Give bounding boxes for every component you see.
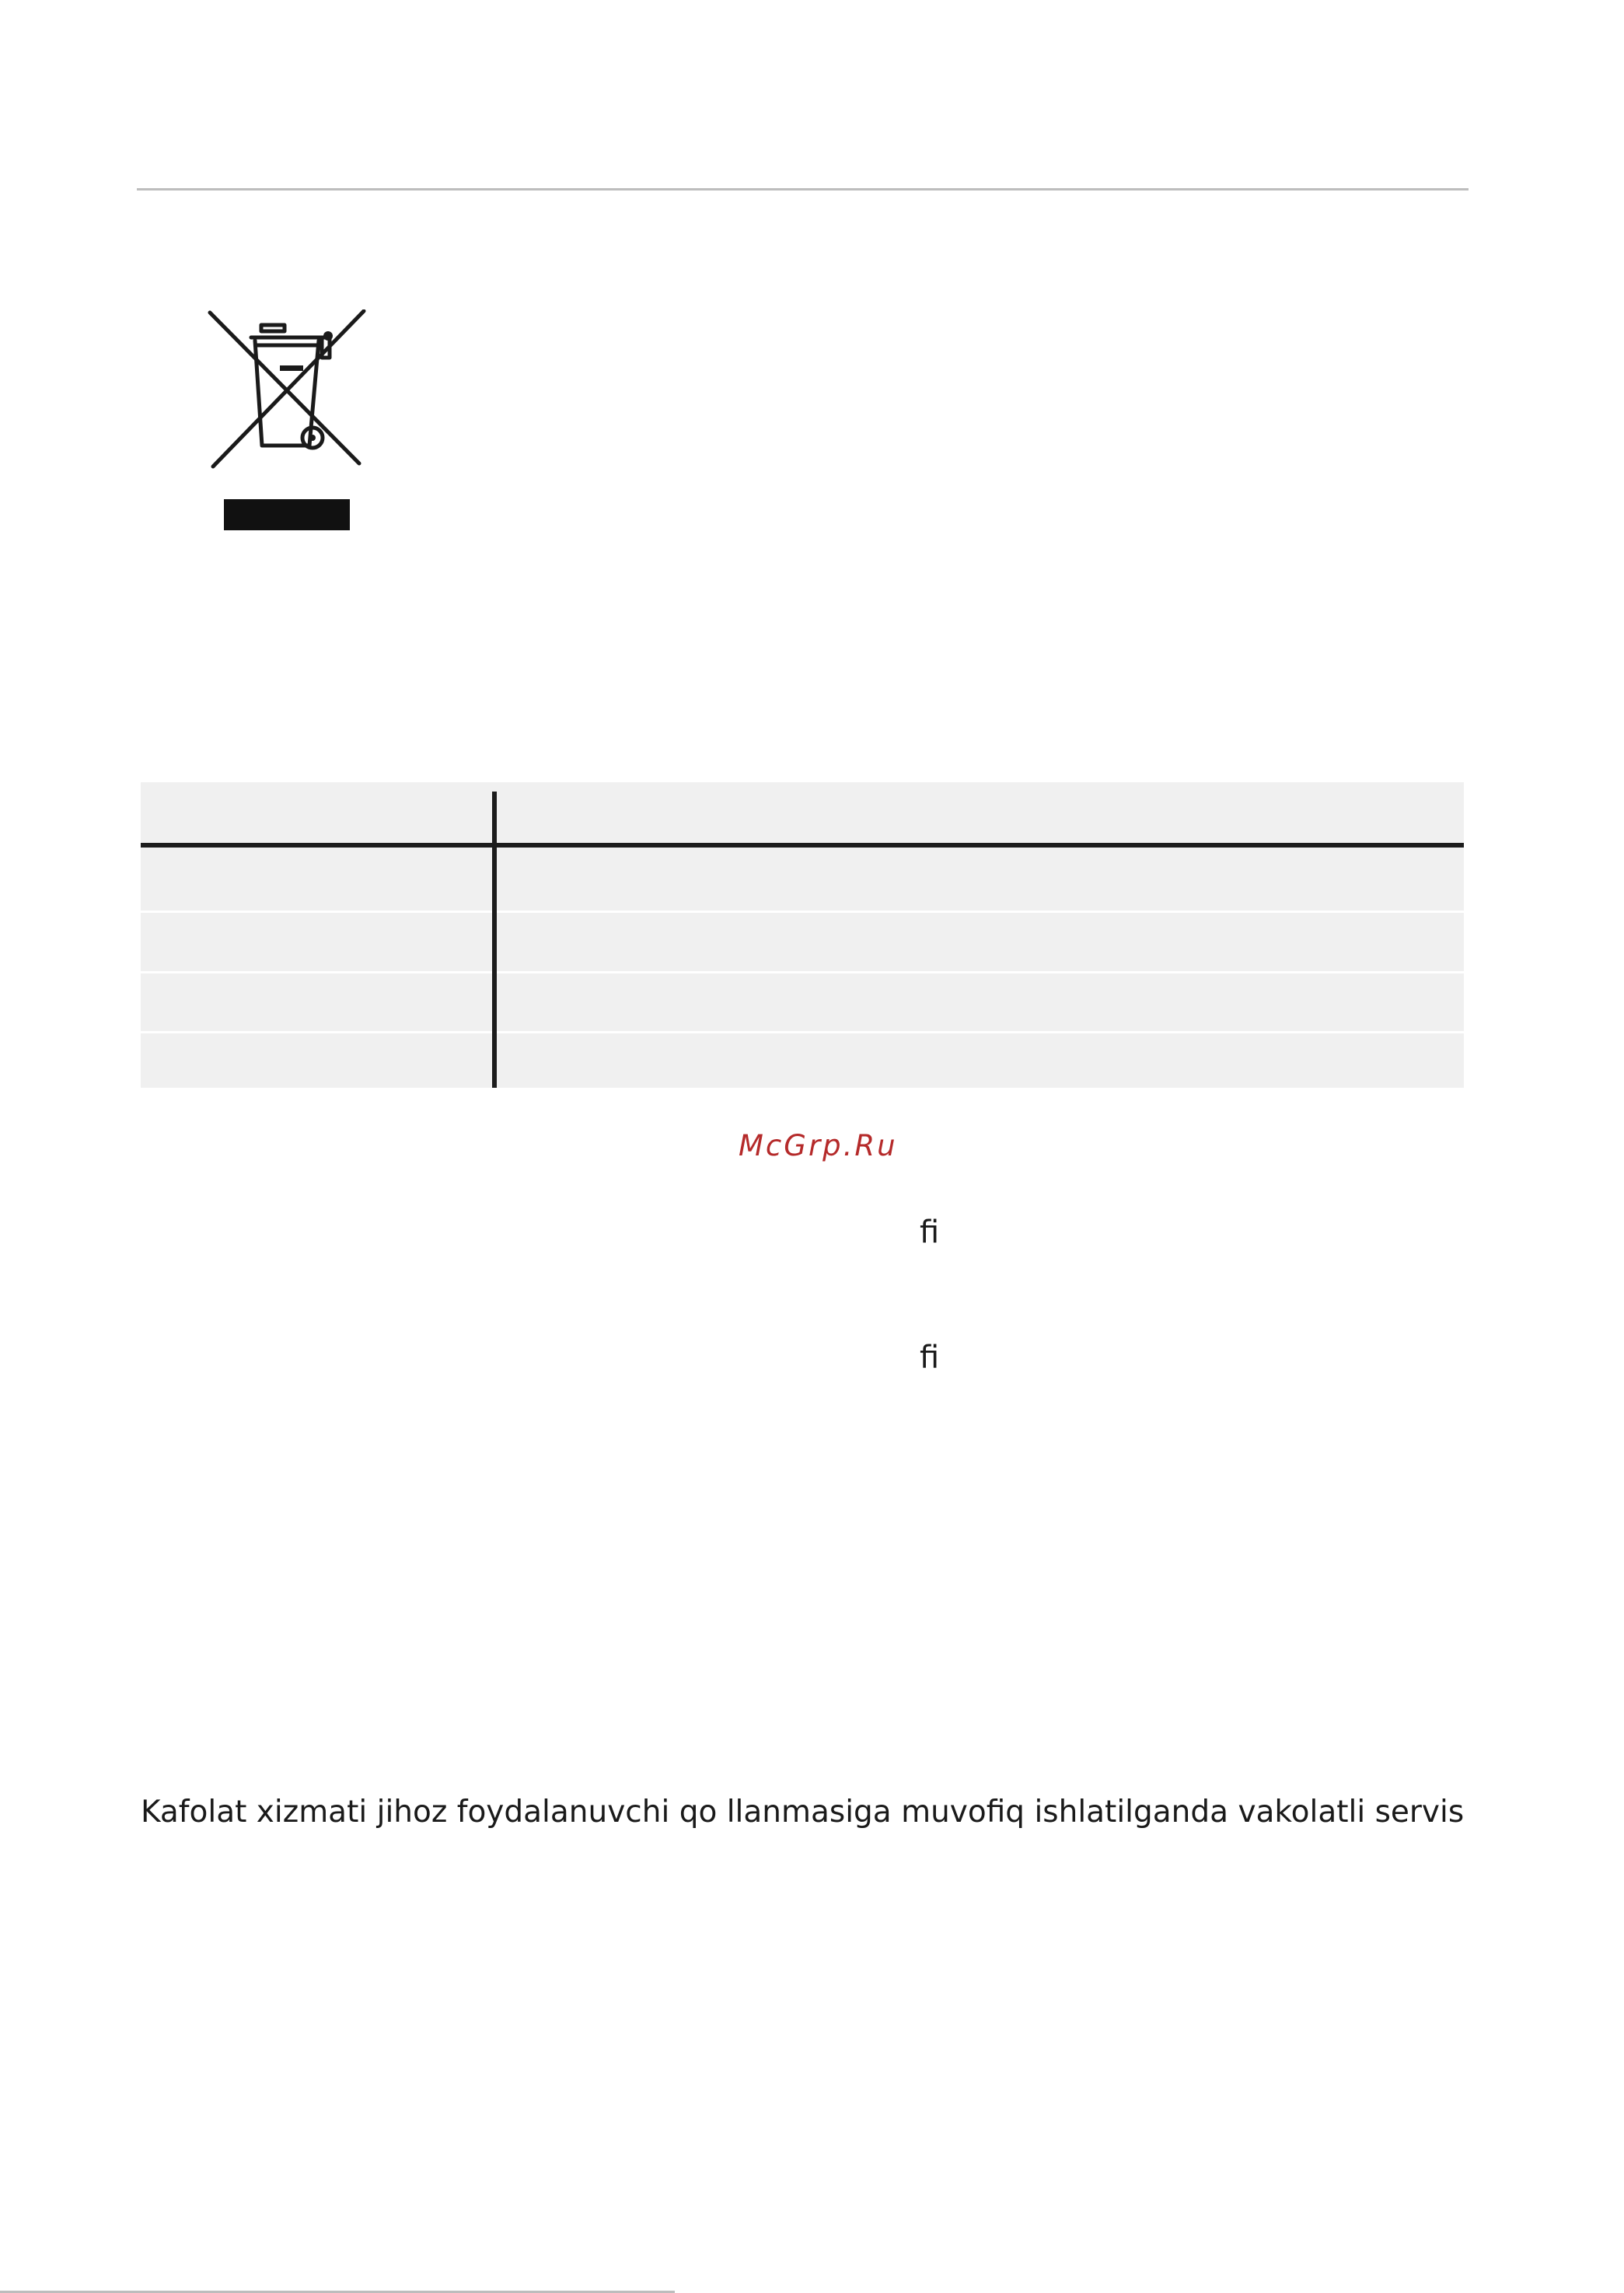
warranty-text-line: Kafolat xizmati jihoz foydalanuvchi qo llanmasiga muvofiq ishlatilganda vakolatli servis — [141, 1795, 1465, 1830]
table-row — [141, 1033, 1464, 1088]
ligature-glyph: ﬁ — [920, 1215, 940, 1250]
table-header-row — [141, 782, 1464, 844]
table-row — [141, 913, 1464, 971]
table-row — [141, 848, 1464, 911]
watermark: McGrp.Ru — [739, 1129, 898, 1162]
ligature-glyph: ﬁ — [920, 1340, 940, 1375]
table-row — [141, 973, 1464, 1031]
spec-table — [141, 782, 1464, 1088]
table-column-divider — [492, 792, 497, 1088]
header-divider — [137, 188, 1469, 191]
crossed-out-wheelie-bin-icon — [207, 309, 366, 535]
table-header-divider — [141, 843, 1464, 848]
